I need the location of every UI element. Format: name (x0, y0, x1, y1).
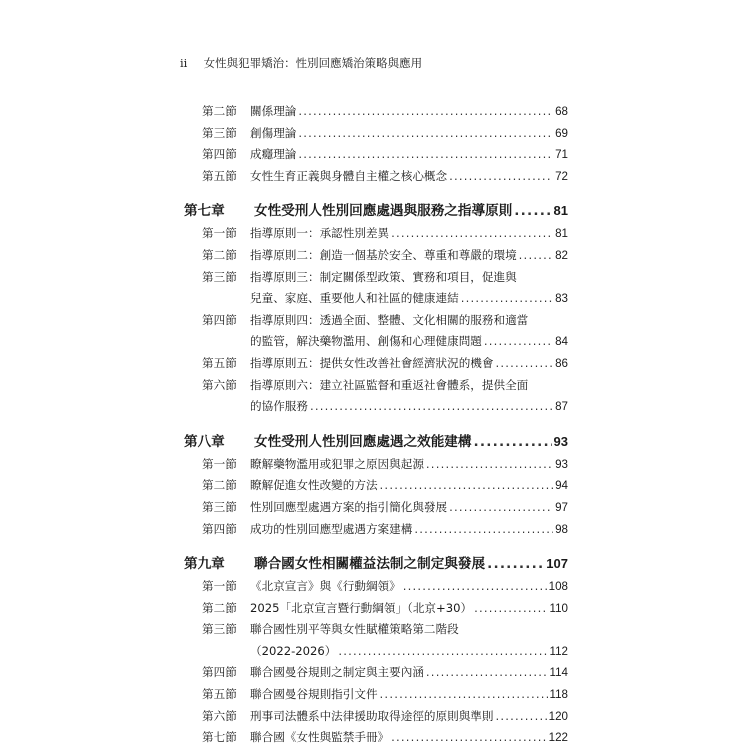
toc-entry-number: 第五節 (202, 168, 237, 183)
toc-entry-title: 兒童、家庭、重要他人和社區的健康連結 (250, 291, 459, 306)
dot-leader (338, 641, 547, 663)
toc-entry-number: 第三節 (202, 269, 237, 284)
toc-entry-number: 第二節 (202, 600, 237, 615)
toc-page-number: 81 (555, 227, 568, 241)
toc-entry-title: 成功的性別回應型處遇方案建構 (250, 521, 413, 536)
toc-section-entry (184, 662, 568, 684)
toc-entry-title: 指導原則三：制定關係型政策、實務和項目，促進與 (250, 269, 517, 284)
toc-entry-number: 第五節 (202, 687, 237, 702)
toc-page-number: 110 (549, 601, 568, 615)
toc-section-entry (184, 310, 568, 332)
toc-page-number: 84 (555, 335, 568, 349)
toc-chapter-entry (184, 430, 568, 454)
toc-section-entry (184, 331, 568, 353)
dot-leader (310, 396, 553, 418)
toc-entry-title: 指導原則五：提供女性改善社會經濟狀況的機會 (250, 355, 494, 370)
toc-entry-number: 第三節 (202, 125, 237, 140)
toc-section-entry (184, 245, 568, 267)
toc-entry-number: 第七章 (184, 203, 225, 220)
toc-chapter-entry (184, 552, 568, 576)
toc-page-number: 97 (555, 500, 568, 514)
dot-leader (426, 454, 553, 476)
toc-page-number: 72 (555, 169, 568, 183)
toc-section-entry (184, 267, 568, 289)
toc-entry-number: 第二節 (202, 104, 237, 118)
toc-entry-title: 聯合國性別平等與女性賦權策略第二階段 (250, 622, 459, 637)
toc-entry-title: 性別回應型處遇方案的指引簡化與發展 (250, 499, 448, 514)
toc-entry-title: 成癮理論 (250, 147, 297, 162)
toc-entry-number: 第一節 (202, 226, 237, 241)
page-folio: ii (180, 56, 188, 70)
toc-section-entry (184, 123, 568, 145)
toc-section-entry (184, 353, 568, 375)
toc-entry-number: 第二節 (202, 247, 237, 262)
table-of-contents (184, 101, 568, 749)
dot-leader (380, 684, 548, 706)
dot-leader (484, 331, 553, 353)
toc-page-number: 114 (549, 666, 568, 680)
dot-leader (391, 223, 553, 245)
toc-section-entry (184, 641, 568, 663)
toc-page-number: 69 (555, 126, 568, 140)
toc-entry-number: 第三節 (202, 499, 237, 514)
toc-spacer (184, 187, 568, 195)
dot-leader (298, 144, 553, 166)
toc-entry-title: 女性受刑人性別回應處遇與服務之指導原則 (254, 203, 513, 220)
toc-entry-number: 第六節 (202, 377, 237, 392)
toc-entry-title: 創傷理論 (250, 125, 297, 140)
toc-entry-title: 指導原則二：創造一個基於安全、尊重和尊嚴的環境 (250, 247, 517, 262)
toc-section-entry (184, 519, 568, 541)
dot-leader (380, 475, 554, 497)
toc-section-entry (184, 684, 568, 706)
dot-leader (414, 519, 553, 541)
toc-entry-number: 第八章 (184, 433, 225, 450)
toc-page-number: 93 (555, 457, 568, 471)
toc-entry-title: 指導原則六：建立社區監督和重返社會體系，提供全面 (250, 377, 529, 392)
toc-chapter-entry (184, 199, 568, 223)
toc-section-entry (184, 619, 568, 641)
toc-entry-title: 2025「北京宣言暨行動綱領」（北京+30） (250, 600, 473, 615)
toc-entry-number: 第四節 (202, 521, 237, 536)
toc-entry-number: 第七節 (202, 730, 237, 745)
toc-page-number: 98 (555, 522, 568, 536)
dot-leader (495, 353, 553, 375)
toc-page-number: 112 (549, 644, 568, 658)
toc-section-entry (184, 475, 568, 497)
toc-section-entry (184, 727, 568, 749)
toc-entry-number: 第二節 (202, 478, 237, 493)
toc-spacer (184, 540, 568, 548)
dot-leader (426, 662, 548, 684)
dot-leader (474, 598, 547, 620)
toc-entry-number: 第四節 (202, 665, 237, 680)
toc-entry-number: 第四節 (202, 312, 237, 327)
toc-entry-title: 《北京宣言》與《行動綱領》 (250, 579, 401, 594)
toc-page-number: 122 (548, 731, 568, 745)
toc-page-number: 118 (549, 688, 568, 702)
toc-entry-title: 瞭解促進女性改變的方法 (250, 478, 378, 493)
toc-section-entry (184, 101, 568, 123)
toc-entry-number: 第六節 (202, 708, 237, 723)
toc-entry-number: 第五節 (202, 355, 237, 370)
toc-page-number: 108 (548, 580, 568, 594)
toc-page-number: 71 (555, 148, 568, 162)
toc-section-entry (184, 223, 568, 245)
toc-entry-title: 聯合國女性相關權益法制之制定與發展 (254, 556, 486, 573)
toc-page-number: 83 (555, 292, 568, 306)
dot-leader (495, 706, 546, 728)
toc-page-number: 94 (555, 479, 568, 493)
dot-leader (514, 199, 551, 223)
dot-leader (403, 576, 547, 598)
dot-leader (391, 727, 547, 749)
toc-section-entry (184, 598, 568, 620)
dot-leader (298, 101, 553, 123)
dot-leader (461, 288, 553, 310)
toc-section-entry (184, 166, 568, 188)
dot-leader (449, 166, 553, 188)
toc-page-number: 93 (553, 433, 568, 449)
toc-entry-title: 聯合國曼谷規則之制定與主要內涵 (250, 665, 424, 680)
dot-leader (298, 123, 553, 145)
toc-entry-title: 關係理論 (250, 104, 297, 118)
toc-entry-title: 聯合國曼谷規則指引文件 (250, 687, 378, 702)
dot-leader (449, 497, 553, 519)
toc-page-number: 87 (555, 400, 568, 414)
toc-entry-title: 指導原則一：承認性別差異 (250, 226, 390, 241)
toc-page-number: 120 (548, 709, 568, 723)
book-title: 女性與犯罪矯治：性別回應矯治策略與應用 (203, 56, 423, 70)
dot-leader (519, 245, 553, 267)
toc-page-number: 82 (555, 248, 568, 262)
toc-entry-number: 第九章 (184, 556, 225, 573)
toc-page-number: 81 (553, 203, 568, 219)
toc-entry-title: 女性生育正義與身體自主權之核心概念 (250, 168, 448, 183)
toc-section-entry (184, 576, 568, 598)
toc-section-entry (184, 144, 568, 166)
toc-page-number: 86 (555, 356, 568, 370)
toc-section-entry (184, 706, 568, 728)
toc-entry-title: 的協作服務 (250, 399, 308, 414)
toc-entry-title: 女性受刑人性別回應處遇之效能建構 (254, 433, 472, 450)
dot-leader (487, 552, 544, 576)
toc-entry-title: 指導原則四：透過全面、整體、文化相關的服務和適當 (250, 312, 529, 327)
toc-page-number: 107 (546, 556, 568, 572)
toc-spacer (184, 418, 568, 426)
toc-entry-title: （2022-2026） (250, 643, 337, 658)
toc-entry-title: 瞭解藥物濫用或犯罪之原因與起源 (250, 456, 424, 471)
toc-section-entry (184, 454, 568, 476)
dot-leader (474, 430, 552, 454)
toc-section-entry (184, 396, 568, 418)
toc-entry-title: 的監管，解決藥物濫用、創傷和心理健康問題 (250, 334, 482, 349)
toc-entry-number: 第一節 (202, 579, 237, 594)
toc-entry-number: 第四節 (202, 147, 237, 162)
toc-section-entry (184, 497, 568, 519)
toc-entry-number: 第三節 (202, 622, 237, 637)
toc-entry-title: 刑事司法體系中法律援助取得途徑的原則與準則 (250, 708, 494, 723)
toc-entry-number: 第一節 (202, 456, 237, 471)
toc-page-number: 68 (555, 105, 568, 118)
toc-section-entry (184, 375, 568, 397)
running-head (180, 55, 422, 71)
toc-entry-title: 聯合國《女性與監禁手冊》 (250, 730, 390, 745)
toc-section-entry (184, 288, 568, 310)
